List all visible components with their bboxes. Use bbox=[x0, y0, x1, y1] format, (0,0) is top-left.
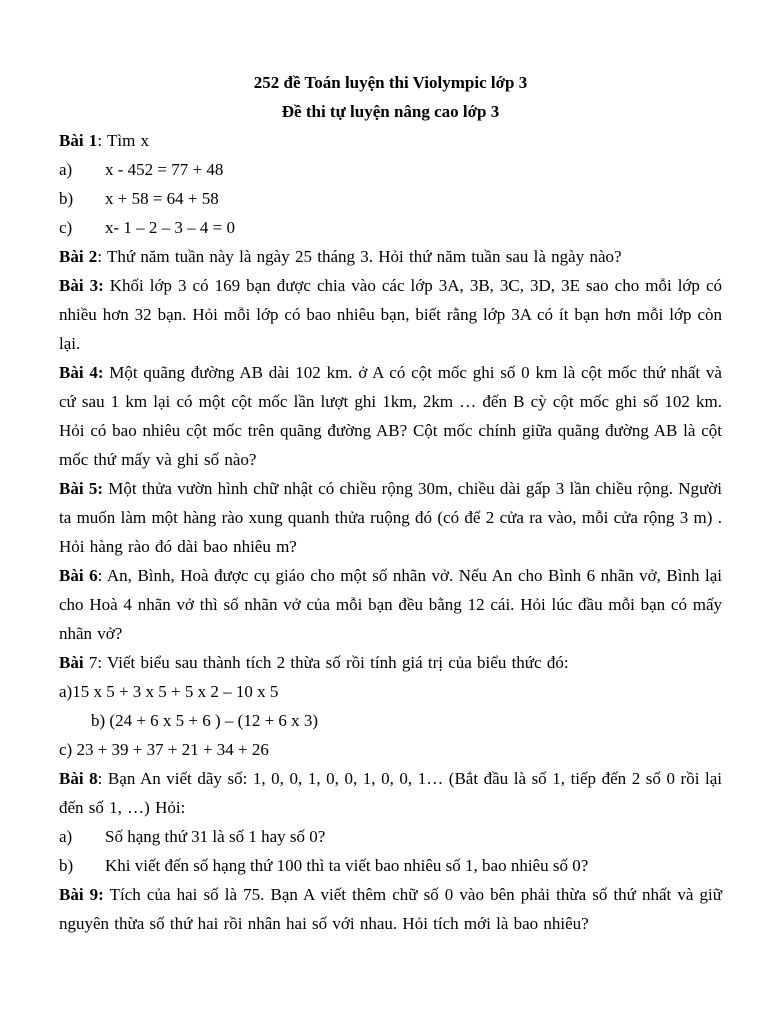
problem-5 bbox=[59, 474, 722, 561]
problem-9 bbox=[59, 880, 722, 938]
problem-text: 7: Viết biểu sau thành tích 2 thừa số rồi tính giá trị của biểu thức đó: bbox=[83, 653, 569, 672]
document-subtitle: Đề thi tự luyện nâng cao lớp 3 bbox=[281, 102, 500, 121]
problem-text: : Bạn An viết dãy số: 1, 0, 0, 1, 0, 0, 1, 0, 0, 1… (Bắt đầu là số 1, tiếp đến 2 số 0 rồi lại đến số 1, …) Hỏi: bbox=[59, 769, 722, 817]
problem-7-part-a: a)15 x 5 + 3 x 5 + 5 x 2 – 10 x 5 bbox=[59, 682, 279, 701]
problem-8 bbox=[59, 764, 722, 822]
item-text: Khi viết đến số hạng thứ 100 thì ta viết bao nhiêu số 1, bao nhiêu số 0? bbox=[105, 856, 589, 875]
problem-label: Bài 2 bbox=[59, 247, 98, 266]
item-marker: b) bbox=[59, 856, 74, 875]
problem-text: : Thứ năm tuần này là ngày 25 tháng 3. Hỏi thứ năm tuần sau là ngày nào? bbox=[97, 247, 622, 266]
item-text: Số hạng thứ 31 là số 1 hay số 0? bbox=[105, 827, 326, 846]
problem-1-item-c bbox=[59, 213, 722, 242]
problem-label: Bài 8 bbox=[59, 769, 98, 788]
problem-8-item-a bbox=[59, 822, 722, 851]
document-page bbox=[59, 68, 722, 938]
item-text: x- 1 – 2 – 3 – 4 = 0 bbox=[105, 218, 235, 237]
item-marker: a) bbox=[59, 160, 73, 179]
problem-7-part-b: b) (24 + 6 x 5 + 6 ) – (12 + 6 x 3) bbox=[91, 711, 319, 730]
problem-label: Bài 3: bbox=[59, 276, 104, 295]
problem-label: Bài 1 bbox=[59, 131, 98, 150]
problem-label: Bài bbox=[59, 653, 84, 672]
document-title: 252 đề Toán luyện thi Violympic lớp 3 bbox=[253, 73, 528, 92]
item-marker: a) bbox=[59, 827, 73, 846]
item-marker: b) bbox=[59, 189, 74, 208]
problem-text: : Tìm x bbox=[97, 131, 150, 150]
problem-4 bbox=[59, 358, 722, 474]
problem-text: : An, Bình, Hoà được cụ giáo cho một số nhãn vở. Nếu An cho Bình 6 nhãn vở, Bình lại cho Hoà 4 nhãn vở thì số nhãn vở của mỗi bạn đều bằng 12 cái. Hỏi lúc đầu mỗi bạn có mấy nhãn vở? bbox=[59, 566, 723, 643]
problem-label: Bài 5: bbox=[59, 479, 103, 498]
problem-text: Một quãng đường AB dài 102 km. ở A có cột mốc ghi số 0 km là cột mốc thứ nhất và cứ sau 1 km lại có một cột mốc lần lượt ghi 1km, 2km … đến B cỳ cột mốc ghi số 102 km. Hỏi có bao nhiêu cột mốc trên quãng đường AB? Cột mốc chính giữa quãng đường AB là cột mốc thứ mấy và ghi số nào? bbox=[59, 363, 722, 469]
problem-6 bbox=[59, 561, 722, 648]
problem-label: Bài 6 bbox=[59, 566, 98, 585]
problem-text: Tích của hai số là 75. Bạn A viết thêm chữ số 0 vào bên phải thừa số thứ nhất và giữ nguyên thừa số thứ hai rồi nhân hai số với nhau. Hỏi tích mới là bao nhiêu? bbox=[59, 885, 722, 933]
problem-1-item-b bbox=[59, 184, 722, 213]
problem-3 bbox=[59, 271, 722, 358]
problem-label: Bài 4: bbox=[59, 363, 104, 382]
problem-label: Bài 9: bbox=[59, 885, 104, 904]
problem-text: Một thửa vườn hình chữ nhật có chiều rộng 30m, chiều dài gấp 3 lần chiều rộng. Người ta muốn làm một hàng rào xung quanh thửa ruộng đó (có để 2 cửa ra vào, mỗi cửa rộng 3 m) . Hỏi hàng rào đó dài bao nhiêu m? bbox=[59, 479, 722, 556]
item-marker: c) bbox=[59, 218, 73, 237]
problem-1 bbox=[59, 126, 722, 155]
problem-text: Khối lớp 3 có 169 bạn được chia vào các lớp 3A, 3B, 3C, 3D, 3E sao cho mỗi lớp có nhiều hơn 32 bạn. Hỏi mỗi lớp có bao nhiêu bạn, biết rằng lớp 3A có ít bạn hơn mỗi lớp còn lại. bbox=[59, 276, 722, 353]
problem-8-item-b bbox=[59, 851, 722, 880]
problem-7-part-c: c) 23 + 39 + 37 + 21 + 34 + 26 bbox=[59, 740, 269, 759]
problem-7 bbox=[59, 648, 722, 677]
problem-1-item-a bbox=[59, 155, 722, 184]
problem-2 bbox=[59, 242, 722, 271]
item-text: x + 58 = 64 + 58 bbox=[105, 189, 219, 208]
item-text: x - 452 = 77 + 48 bbox=[105, 160, 224, 179]
